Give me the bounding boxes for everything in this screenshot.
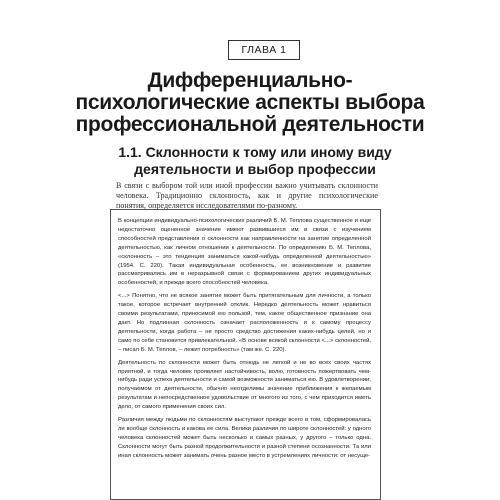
quote-content <box>118 217 371 465</box>
quote-paragraph: В концепции индивидуально-психологических различий Б. М. Теплова существенное и еще недостаточно оцененное значение имеют развившиеся им в связи с изучением способностей представления о склонности как направленности на занятие определенной деятельностью, как личном отношении к деятельности. По определению Б. М. Теплова, «склонность – это тенденция заниматься какой-нибудь определенной деятельностью» (1954. С. 220). Такая индивидуальная особенность, ее возникновение и развитие рассматривались им в неразрывной связи с формированием других индивидуальных особенностей, и прежде всего способностей человека. <box>118 218 371 287</box>
quote-box <box>110 209 381 500</box>
section-title-line: деятельности и выбор профессии <box>134 161 376 177</box>
chapter-title-line: Дифференциально- <box>147 69 353 92</box>
chapter-title-line: психологические аспекты выбора <box>75 91 425 114</box>
chapter-title <box>40 70 460 136</box>
quote-paragraph: Различия между людьми по склонностям выступают прежде всего в том, сформировалась ли вообще склонность и какова ее сила. Велики различия по широте склонностей: у одного человека склонностей может быть несколько и самых разных, у другого – только одна. Склонности могут быть разной продолжительности и разной степени осознанности. Та или иная склонность может занимать очень разное место в устремлениях личности: от несуще- <box>118 417 371 459</box>
quote-paragraph: <...> Понятно, что не всякое занятие может быть притягательным для личности, а только такое, которое встречает внутренний отклик. Нередко деятельность может нравиться своими результатами, приносимой ею пользой, тем, какое общественное признание она дает. Но подлинная склонность означает расположенность и к самому процессу деятельности, когда работа – не просто средство достижения каких-нибудь целей, но и само по себе становится привлекательной. «В основе всякой склонности <...> склонностей, – писал Б. М. Теплов, – лежит потребность» (там же. С. 220). <box>118 293 371 353</box>
chapter-title-line: профессиональной деятельности <box>75 113 425 136</box>
quote-paragraph: Деятельность по склонности может быть отнюдь не легкой и не во всех своих частях приятной, и тогда человек проявляет настойчивость, волю, готовность пожертвовать чем-нибудь ради успеха деятельности и самой возможности заниматься ею. В удовлетворении, получаемом от деятельности, обычно неотделимы значение приближения к желаемым результатам и непосредственное удовольствие от многого из того, с чем приходится иметь дело, от самого применения своих сил. <box>118 359 371 411</box>
intro-paragraph: В связи с выбором той или иной профессии важно учитывать склонности человека. Традиционно склонность, как и другие психологические понятия, определяется исследователями по-разному. <box>116 181 378 210</box>
section-title-line: 1.1. Склонности к тому или иному виду <box>118 144 392 160</box>
section-title <box>110 144 400 178</box>
chapter-label: ГЛАВА 1 <box>228 40 300 60</box>
